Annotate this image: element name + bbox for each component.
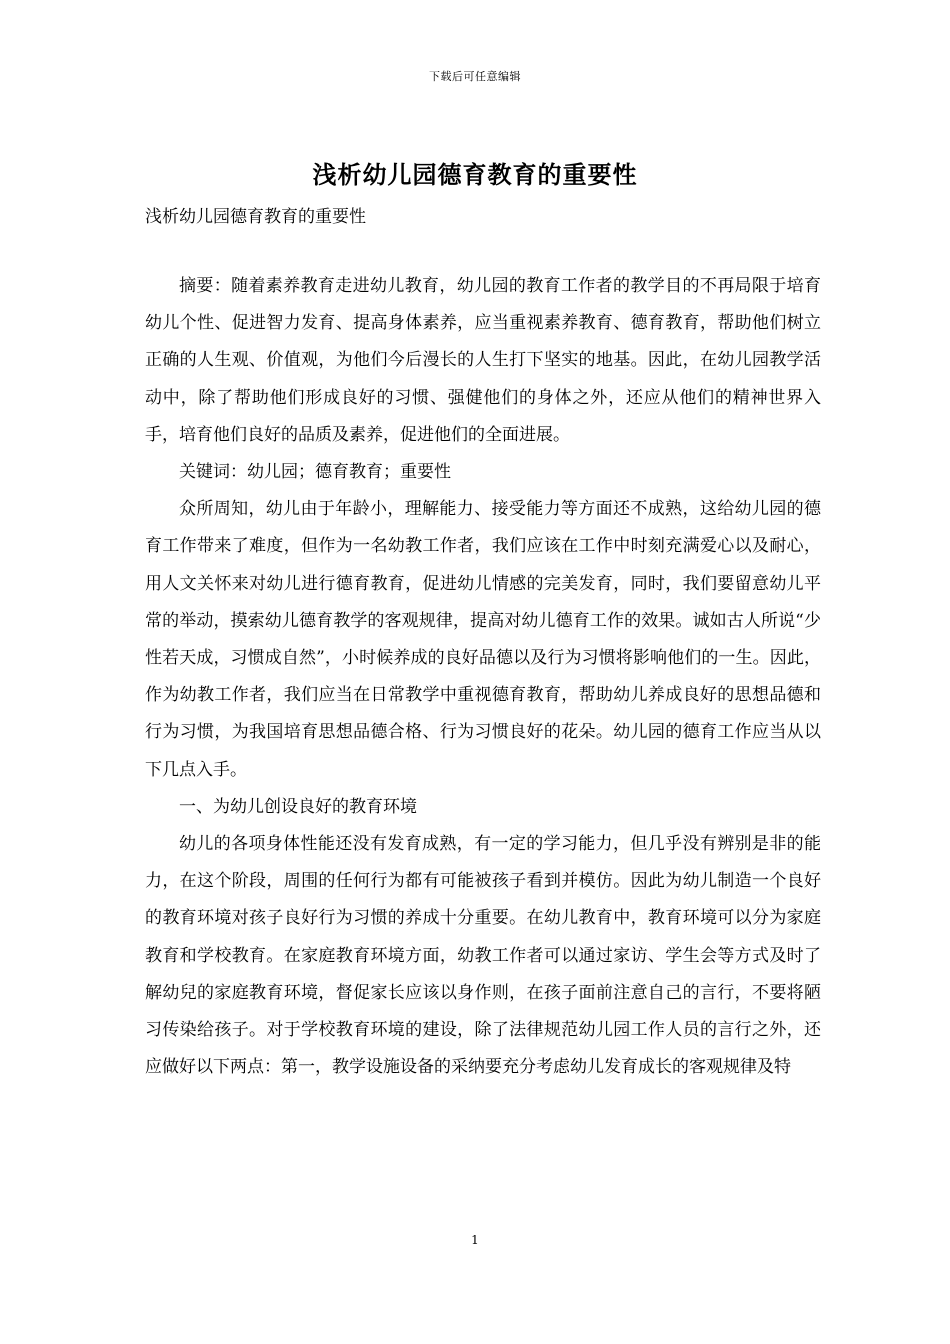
- document-subtitle: 浅析幼儿园德育教育的重要性: [145, 207, 366, 227]
- section-heading: 一、为幼儿创设良好的教育环境: [179, 796, 417, 817]
- intro-paragraph: 众所周知，幼儿由于年龄小，理解能力、接受能力等方面还不成熟，这给幼儿园的德育工作带来了难度，但作为一名幼教工作者，我们应该在工作中时刻充满爱心以及耐心，用人文关怀来对幼儿进行德育教育，促进幼儿情感的完美发育，同时，我们要留意幼儿平常的举动，摸索幼儿德育教学的客观规律，提高对幼儿德育工作的效果。诚如古人所说“少性若天成，习惯成自然”，小时候养成的良好品德以及行为习惯将影响他们的一生。因此，作为幼教工作者，我们应当在日常教学中重视德育教育，帮助幼儿养成良好的思想品德和行为习惯，为我国培育思想品德合格、行为习惯良好的花朵。幼儿园的德育工作应当从以下几点入手。: [145, 499, 821, 780]
- page-header: 下载后可任意编辑: [429, 70, 521, 83]
- document-body: [145, 268, 821, 1086]
- abstract-paragraph: 摘要：随着素养教育走进幼儿教育，幼儿园的教育工作者的教学目的不再局限于培育幼儿个性、促进智力发育、提高身体素养，应当重视素养教育、德育教育，帮助他们树立正确的人生观、价值观，为他们今后漫长的人生打下坚实的地基。因此，在幼儿园教学活动中，除了帮助他们形成良好的习惯、强健他们的身体之外，还应从他们的精神世界入手，培育他们良好的品质及素养，促进他们的全面进展。: [145, 276, 821, 445]
- section-paragraph: 幼儿的各项身体性能还没有发育成熟，有一定的学习能力，但几乎没有辨别是非的能力，在这个阶段，周围的任何行为都有可能被孩子看到并模仿。因此为幼儿制造一个良好的教育环境对孩子良好行为习惯的养成十分重要。在幼儿教育中，教育环境可以分为家庭教育和学校教育。在家庭教育环境方面，幼教工作者可以通过家访、学生会等方式及时了解幼兒的家庭教育环境，督促家长应该以身作则，在孩子面前注意自己的言行，不要将陋习传染给孩子。对于学校教育环境的建设，除了法律规范幼儿园工作人员的言行之外，还应做好以下两点：第一，教学设施设备的采纳要充分考虑幼儿发育成长的客观规律及特: [145, 834, 821, 1078]
- document-title: 浅析幼儿园德育教育的重要性: [312, 160, 638, 189]
- page-number: 1: [471, 1233, 479, 1247]
- keywords-paragraph: 关键词：幼儿园；德育教育；重要性: [179, 462, 451, 483]
